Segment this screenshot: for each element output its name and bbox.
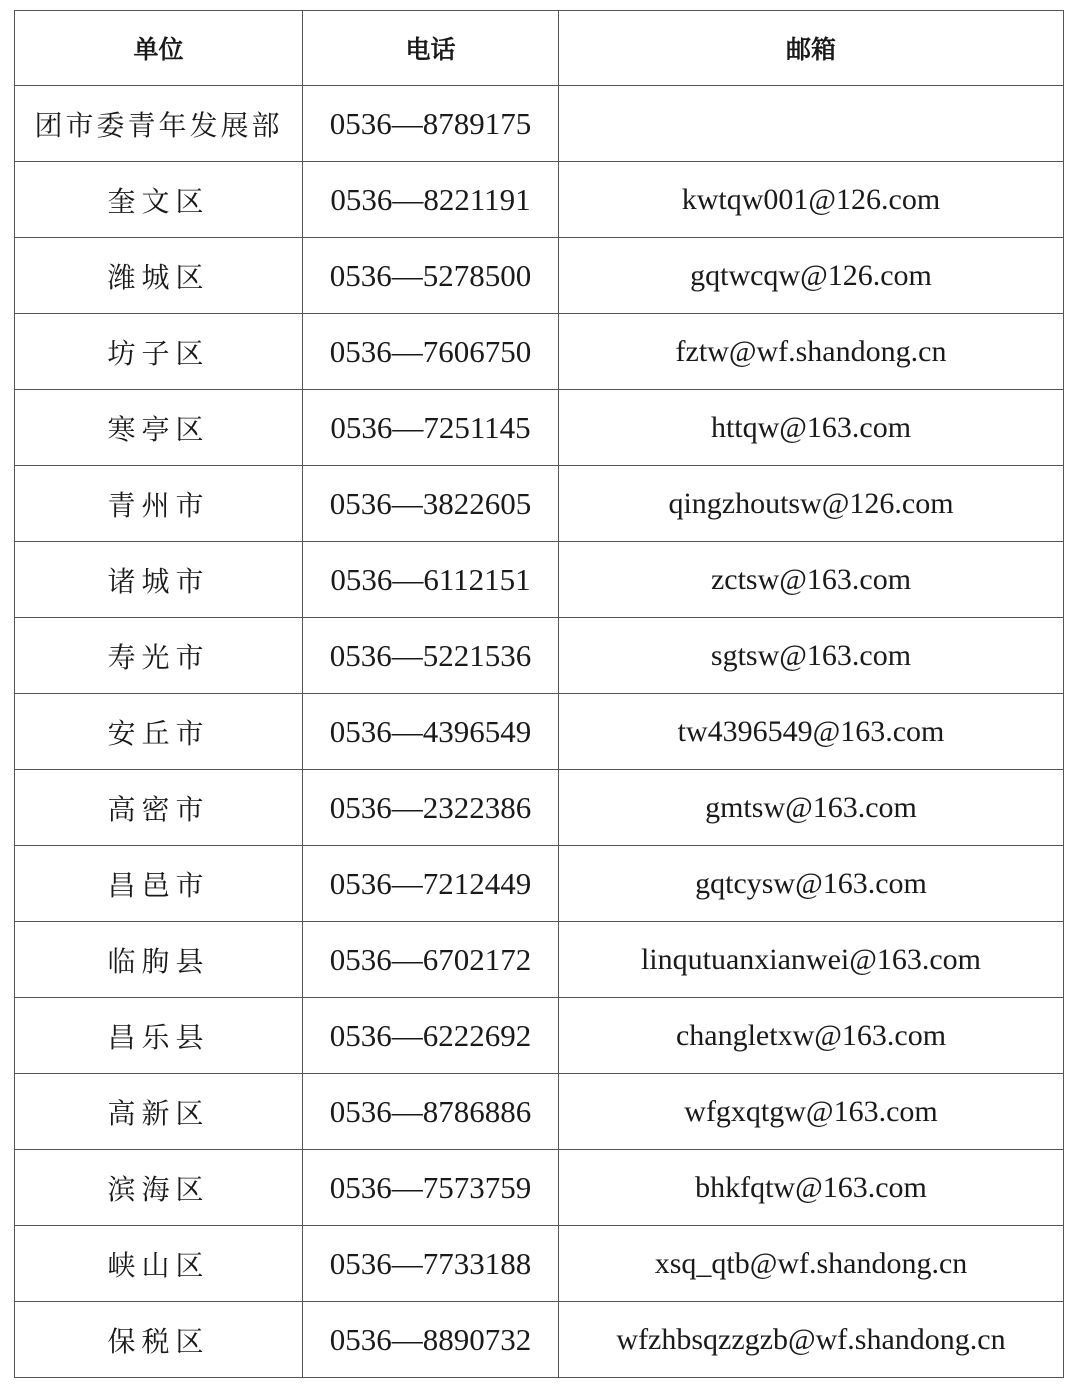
unit-cell: 诸城市: [15, 542, 303, 618]
email-cell: zctsw@163.com: [559, 542, 1064, 618]
email-cell: sgtsw@163.com: [559, 618, 1064, 694]
email-cell: xsq_qtb@wf.shandong.cn: [559, 1226, 1064, 1302]
unit-cell: 滨海区: [15, 1150, 303, 1226]
email-cell: [559, 86, 1064, 162]
header-unit: 单位: [15, 11, 303, 86]
email-cell: linqutuanxianwei@163.com: [559, 922, 1064, 998]
table-row: [15, 998, 1064, 1074]
email-cell: tw4396549@163.com: [559, 694, 1064, 770]
email-cell: gmtsw@163.com: [559, 770, 1064, 846]
table-row: [15, 314, 1064, 390]
unit-cell: 团市委青年发展部: [15, 86, 303, 162]
phone-cell: 0536—7606750: [303, 314, 559, 390]
email-cell: fztw@wf.shandong.cn: [559, 314, 1064, 390]
table-row: [15, 390, 1064, 466]
header-phone: 电话: [303, 11, 559, 86]
email-cell: httqw@163.com: [559, 390, 1064, 466]
table-row: [15, 466, 1064, 542]
table-row: [15, 542, 1064, 618]
phone-cell: 0536—8786886: [303, 1074, 559, 1150]
unit-cell: 高密市: [15, 770, 303, 846]
phone-cell: 0536—7251145: [303, 390, 559, 466]
header-row: [15, 11, 1064, 86]
table-row: [15, 238, 1064, 314]
unit-cell: 昌乐县: [15, 998, 303, 1074]
unit-cell: 寿光市: [15, 618, 303, 694]
unit-cell: 高新区: [15, 1074, 303, 1150]
table-row: [15, 694, 1064, 770]
phone-cell: 0536—2322386: [303, 770, 559, 846]
unit-cell: 青州市: [15, 466, 303, 542]
email-cell: gqtcysw@163.com: [559, 846, 1064, 922]
unit-cell: 临朐县: [15, 922, 303, 998]
contact-table: [14, 10, 1064, 1378]
table-row: [15, 846, 1064, 922]
email-cell: changletxw@163.com: [559, 998, 1064, 1074]
email-cell: wfzhbsqzzgzb@wf.shandong.cn: [559, 1302, 1064, 1378]
table-row: [15, 1074, 1064, 1150]
email-cell: kwtqw001@126.com: [559, 162, 1064, 238]
phone-cell: 0536—7733188: [303, 1226, 559, 1302]
email-cell: bhkfqtw@163.com: [559, 1150, 1064, 1226]
unit-cell: 保税区: [15, 1302, 303, 1378]
table-row: [15, 922, 1064, 998]
header-email: 邮箱: [559, 11, 1064, 86]
phone-cell: 0536—4396549: [303, 694, 559, 770]
phone-cell: 0536—8890732: [303, 1302, 559, 1378]
email-cell: gqtwcqw@126.com: [559, 238, 1064, 314]
phone-cell: 0536—7212449: [303, 846, 559, 922]
email-cell: wfgxqtgw@163.com: [559, 1074, 1064, 1150]
phone-cell: 0536—5278500: [303, 238, 559, 314]
phone-cell: 0536—8221191: [303, 162, 559, 238]
email-cell: qingzhoutsw@126.com: [559, 466, 1064, 542]
phone-cell: 0536—7573759: [303, 1150, 559, 1226]
table-row: [15, 770, 1064, 846]
unit-cell: 寒亭区: [15, 390, 303, 466]
unit-cell: 昌邑市: [15, 846, 303, 922]
unit-cell: 坊子区: [15, 314, 303, 390]
phone-cell: 0536—6222692: [303, 998, 559, 1074]
table-row: [15, 618, 1064, 694]
phone-cell: 0536—5221536: [303, 618, 559, 694]
table-row: [15, 1150, 1064, 1226]
table-row: [15, 1302, 1064, 1378]
unit-cell: 潍城区: [15, 238, 303, 314]
phone-cell: 0536—8789175: [303, 86, 559, 162]
phone-cell: 0536—6112151: [303, 542, 559, 618]
unit-cell: 峡山区: [15, 1226, 303, 1302]
unit-cell: 奎文区: [15, 162, 303, 238]
phone-cell: 0536—3822605: [303, 466, 559, 542]
table-row: [15, 1226, 1064, 1302]
phone-cell: 0536—6702172: [303, 922, 559, 998]
table-row: [15, 162, 1064, 238]
table-row: [15, 86, 1064, 162]
unit-cell: 安丘市: [15, 694, 303, 770]
